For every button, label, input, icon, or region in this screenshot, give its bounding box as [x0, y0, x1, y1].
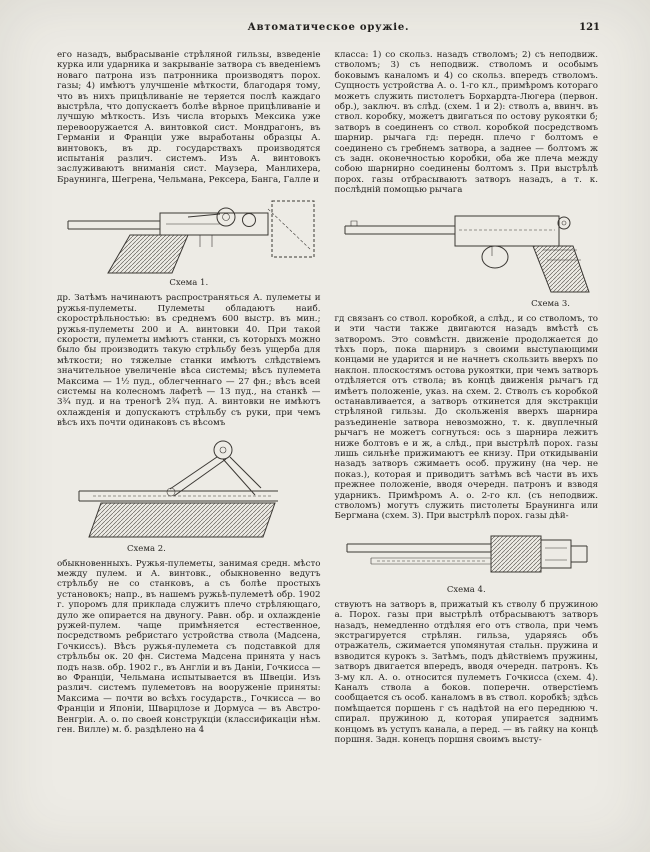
page-number: 121	[579, 22, 600, 33]
schema-4-drawing	[341, 526, 591, 584]
paragraph: класса: 1) со скольз. назадъ стволомъ; 2) съ неподвиж. стволомъ; 3) съ неподвиж. стволомъ и особымъ боковымъ каналомъ и 4) со скольз. впередъ стволомъ. Сущность устройства А. о. 1-го кл., примѣромъ котораго можетъ служить пистолетъ Борхардта-Люгера (первон. обр.), заключ. въ слѣд. (схем. 1 и 2): стволъ а, ввинч. въ ствол. коробку, можетъ двигаться по остову рукоятки б; затворъ в соединенъ со ствол. коробкой посредствомъ шарнир. рычага гд: передн. плечо г болтомъ е соединено съ гребнемъ затвора, а заднее — болтомъ ж съ задн. оконечностью коробки, оба же плеча между собою шарнирно соединены болтомъ з. При выстрѣлѣ порох. газы отбрасываютъ затворъ назадъ, а т. к. послѣдній помощью рычага	[334, 50, 598, 196]
left-column	[57, 50, 321, 844]
paragraph: др. Затѣмъ начинаютъ распространяться А. пулеметы и ружья-пулеметы. Пулеметы обладаютъ наиб. скорострѣльностью: въ среднемъ 600 выстр. въ мин.; ружья-пулеметы 200 и А. винтовки 40. При такой скорости, пулеметы имѣютъ станки, съ которыхъ можно было бы производить такую стрѣльбу безъ ущерба для мѣткости; но тяжелые станки имѣютъ слѣдствіемъ значительное увеличеніе вѣса системы; вѣсъ пулемета Максима — 1½ пуд., облегченнаго — 27 фн.; вѣсъ всей системы на колесномъ лафетѣ — 13 пуд., на станкѣ — 3¾ пуд. и на треногѣ 2¾ пуд. А. винтовки не имѣютъ охлажденія и допускаютъ стрѣльбу съ руки, при чемъ вѣсъ ихъ почти одинаковъ съ вѣсомъ	[57, 293, 321, 429]
figure-schema-3	[335, 200, 599, 309]
text-columns	[57, 50, 598, 844]
figure-caption: Схема 1.	[169, 278, 209, 289]
figure-schema-4	[335, 526, 599, 595]
schema-2-drawing	[73, 433, 305, 543]
figure-caption: Схема 3.	[531, 298, 570, 309]
figure-caption: Схема 2.	[127, 543, 166, 554]
page-header	[57, 22, 600, 33]
paragraph: его назадъ, выбрасываніе стрѣляной гильзы, взведеніе курка или ударника и закрываніе затвора съ введеніемъ новаго патрона изъ патронника производятъ порох. газы; 4) имѣютъ улучшеніе мѣткости, благодаря тому, что въ нихъ прицѣливаніе не теряется послѣ каждаго выстрѣла, что допускаетъ болѣе вѣрное прицѣливаніе и лучшую мѣткость. Изъ числа вторыхъ Мексика уже перевооружается А. винтовкой сист. Мондрагонъ, въ Германіи и Франціи уже выработаны образцы А. винтовокъ, въ др. государствахъ производятся испытанія различ. системъ. Изъ А. винтовокъ заслуживаютъ вниманія сист. Маузера, Манлихера, Браунинга, Шегрена, Чельмана, Рексера, Банга, Галле и	[57, 50, 321, 185]
schema-3-drawing	[337, 200, 595, 298]
figure-schema-1	[57, 189, 321, 288]
figure-schema-2	[57, 433, 321, 554]
paragraph: обыкновенныхъ. Ружья-пулеметы, занимая средн. мѣсто между пулем. и А. винтовк., обыкновенно ведутъ стрѣльбу не со станковъ, а съ болѣе простыхъ установокъ; напр., въ нашемъ ружьѣ-пулеметѣ обр. 1902 г. упоромъ для приклада служитъ плечо стрѣляющаго, дуло же опирается на двуногу. Равн. обр. и охлажденіе ружей-пулем. чаще примѣняется естественное, посредствомъ ребристаго устройства ствола (Мадсена, Гочкиссъ). Вѣсъ ружья-пулемета съ подставкой для стрѣльбы ок. 20 фн. Система Мадсена принята у насъ подъ назв. обр. 1902 г., въ Англіи и въ Даніи, Гочкисса — во Франціи, Чельмана испытывается въ Швеціи. Изъ различ. системъ пулеметовъ на вооруженіе приняты: Максима — почти во всѣхъ государств., Гочкисса — во Франціи и Японіи, Шварцлозе и Дормуса — въ Австро-Венгріи. А. о. по своей конструкціи (классификаціи нѣм. ген. Вилле) м. б. раздѣлено на 4	[57, 558, 321, 736]
paragraph: гд связанъ со ствол. коробкой, а слѣд., и со стволомъ, то и эти части также двигаются назадъ вмѣстѣ съ затворомъ. Это совмѣстн. движеніе продолжается до тѣхъ поръ, пока шарниръ з своими выступающими концами не ударится и не начнетъ скользить вверхъ по наклон. плоскостямъ остова рукоятки, при чемъ затворъ отдѣляется отъ ствола; въ концѣ движенія рычагъ гд имѣетъ положеніе, указ. на схем. 2. Стволъ съ коробкой останавливается, а затворъ откинется для экстракціи стрѣляной гильзы. До скольженія вверхъ шарнира разъединеніе затвора невозможно, т. к. двуплечный рычагъ не можетъ согнуться: ось з шарнира лежитъ ниже болтовъ е и ж, а слѣд., при выстрѣлѣ порох. газы лишь сильнѣе прижимаютъ ее книзу. При откидываніи назадъ затворъ сжимаетъ особ. пружину (на чер. не показ.), которая и приводитъ затѣмъ всѣ части въ ихъ прежнее положеніе, вводя очередн. патронъ и взводя ударникъ. Примѣромъ А. о. 2-го кл. (съ неподвиж. стволомъ) могутъ служить пистолеты Браунинга или Бергмана (схем. 3). При выстрѣлѣ порох. газы дѣй-	[334, 313, 598, 522]
running-title: Автоматическое оружіе.	[247, 22, 410, 33]
paragraph: ствуютъ на затворъ в, прижатый къ стволу б пружиною а. Порох. газы при выстрѣлѣ отбрасываютъ затворъ назадъ, немедленно отдѣляя его отъ ствола, при чемъ экстрагируется стрѣлян. гильза, ударяясь объ отражатель, сжимается упомянутая стальн. пружина и взводится курокъ з. Затѣмъ, подъ дѣйствіемъ пружины, затворъ двигается впередъ, вводя очередн. патронъ. Къ 3-му кл. А. о. относится пулеметъ Гочкисса (схем. 4). Каналъ ствола а боков. поперечн. отверстіемъ сообщается съ особ. каналомъ в въ ствол. коробкѣ; здѣсь помѣщается поршень г съ надѣтой на его переднюю ч. спирал. пружиною д, которая упирается заднимъ концомъ въ уступъ канала, а перед. — въ гайку на концѣ поршня. Задн. конецъ поршня своимъ высту-	[334, 599, 598, 746]
figure-caption: Схема 4.	[446, 584, 486, 595]
right-column	[335, 50, 599, 844]
schema-1-drawing	[60, 189, 318, 277]
